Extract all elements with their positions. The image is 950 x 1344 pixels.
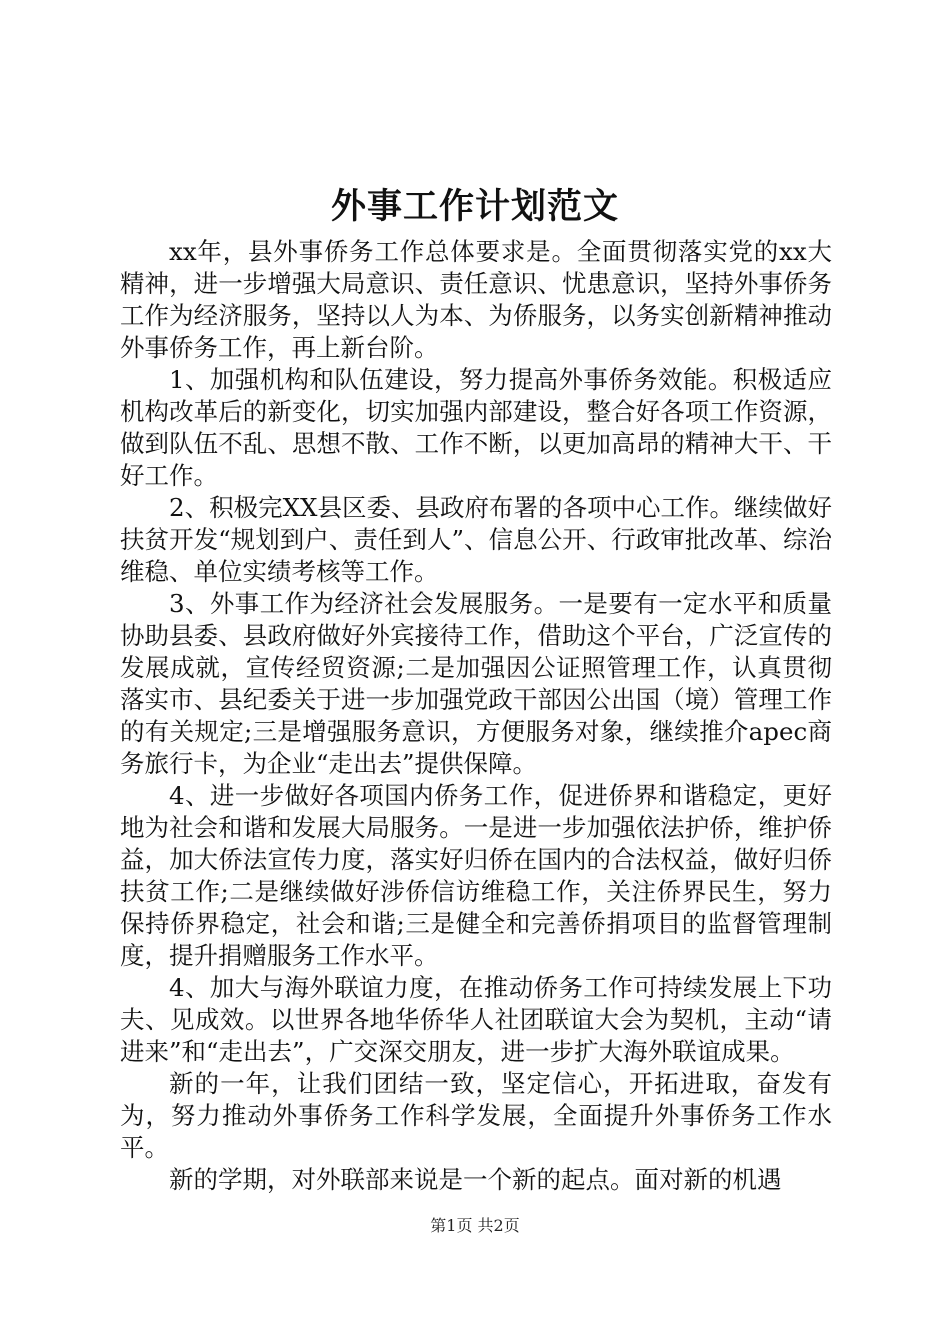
paragraph-item-3: 3、外事工作为经济社会发展服务。一是要有一定水平和质量协助县委、县政府做好外宾接待工作，借助这个平台，广泛宣传的发展成就，宣传经贸资源;二是加强因公证照管理工作，认真贯彻落实市、县纪委关于进一步加强党政干部因公出国（境）管理工作的有关规定;三是增强服务意识，方便服务对象，继续推介apec商务旅行卡，为企业“走出去”提供保障。 — [120, 589, 832, 778]
paragraph-conclusion: 新的一年，让我们团结一致，坚定信心，开拓进取，奋发有为，努力推动外事侨务工作科学发展，全面提升外事侨务工作水平。 — [120, 1069, 832, 1162]
paragraph-item-4b: 4、加大与海外联谊力度，在推动侨务工作可持续发展上下功夫、见成效。以世界各地华侨华人社团联谊大会为契机，主动“请进来”和“走出去”，广交深交朋友，进一步扩大海外联谊成果。 — [120, 973, 832, 1066]
page-number-footer: 第1页 共2页 — [430, 1216, 520, 1235]
paragraph-intro: xx年，县外事侨务工作总体要求是。全面贯彻落实党的xx大精神，进一步增强大局意识、责任意识、忧患意识，坚持外事侨务工作为经济服务，坚持以人为本、为侨服务，以务实创新精神推动外事侨务工作，再上新台阶。 — [120, 237, 832, 362]
paragraph-continuation: 新的学期，对外联部来说是一个新的起点。面对新的机遇 — [169, 1165, 782, 1194]
document-body — [120, 236, 832, 1196]
document-title: 外事工作计划范文 — [330, 186, 619, 227]
paragraph-item-4: 4、进一步做好各项国内侨务工作，促进侨界和谐稳定，更好地为社会和谐和发展大局服务。一是进一步加强依法护侨，维护侨益，加大侨法宣传力度，落实好归侨在国内的合法权益，做好归侨扶贫工作;二是继续做好涉侨信访维稳工作，关注侨界民生，努力保持侨界稳定，社会和谐;三是健全和完善侨捐项目的监督管理制度，提升捐赠服务工作水平。 — [120, 781, 832, 970]
paragraph-item-2: 2、积极完XX县区委、县政府布署的各项中心工作。继续做好扶贫开发“规划到户、责任到人”、信息公开、行政审批改革、综治维稳、单位实绩考核等工作。 — [120, 493, 832, 586]
paragraph-item-1: 1、加强机构和队伍建设，努力提高外事侨务效能。积极适应机构改革后的新变化，切实加强内部建设，整合好各项工作资源，做到队伍不乱、思想不散、工作不断，以更加高昂的精神大干、干好工作。 — [120, 365, 832, 490]
